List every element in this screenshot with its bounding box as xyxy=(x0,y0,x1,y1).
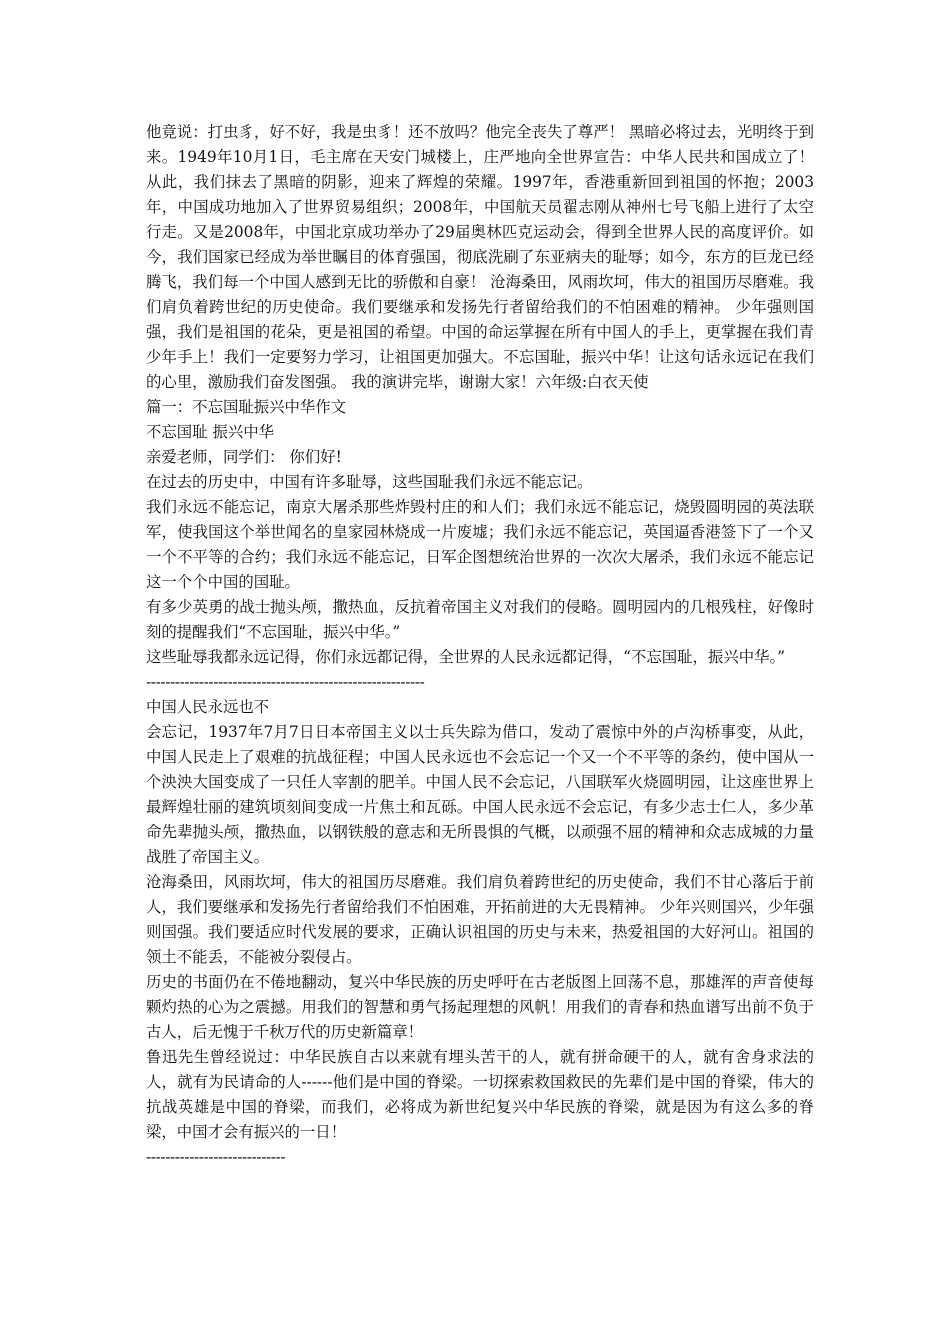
essay-title-heading: 篇一：不忘国耻振兴中华作文 xyxy=(146,398,347,416)
document-page xyxy=(146,120,814,1170)
paragraph-remember: 这些耻辱我都永远记得，你们永远都记得，全世界的人民永远都记得，“不忘国耻，振兴中华。” xyxy=(146,648,786,666)
paragraph-mission: 沧海桑田，风雨坎坷，伟大的祖国历尽磨难。我们肩负着跨世纪的历史使命，我们不甘心落后于前人，我们要继承和发扬先行者留给我们不怕困难，开拓前进的大无畏精神。 少年兴则国兴，少年强则国强。我们要适应时代发展的要求，正确认识祖国的历史与未来，热爱祖国的大好河山。祖国的领土不能丢，不能被分裂侵占。 xyxy=(146,873,814,966)
paragraph-speech-ending: 他竟说：打虫豸，好不好，我是虫豸！还不放吗？他完全丧失了尊严！ 黑暗必将过去，光明终于到来。1949年10月1日，毛主席在天安门城楼上，庄严地向全世界宣告：中华人民共和国成立了！从此，我们抹去了黑暗的阴影，迎来了辉煌的荣耀。1997年，香港重新回到祖国的怀抱；2003年，中国成功地加入了世界贸易组织；2008年，中国航天员翟志刚从神州七号飞船上进行了太空行走。又是2008年，中国北京成功举办了29届奥林匹克运动会，得到全世界人民的高度评价。如今，我们国家已经成为举世瞩目的体育强国，彻底洗刷了东亚病夫的耻辱；如今，东方的巨龙已经腾飞，我们每一个中国人感到无比的骄傲和自豪！ 沧海桑田，风雨坎坷，伟大的祖国历尽磨难。我们肩负着跨世纪的历史使命。我们要继承和发扬先行者留给我们的不怕困难的精神。 少年强则国强，我们是祖国的花朵，更是祖国的希望。中国的命运掌握在所有中国人的手上，更掌握在我们青少年手上！我们一定要努力学习，让祖国更加强大。不忘国耻，振兴中华！让这句话永远记在我们的心里，激励我们奋发图强。 我的演讲完毕，谢谢大家！六年级:白衣天使 xyxy=(146,123,814,391)
paragraph-people-never-forget: 会忘记，1937年7月7日日本帝国主义以士兵失踪为借口，发动了震惊中外的卢沟桥事变，从此，中国人民走上了艰难的抗战征程；中国人民永远也不会忘记一个又一个不平等的条约，使中国从一个泱泱大国变成了一只任人宰割的肥羊。中国人民不会忘记，八国联军火烧圆明园，让这座世界上最辉煌壮丽的建筑顷刻间变成一片焦土和瓦砾。中国人民永远不会忘记，有多少志士仁人，多少革命先辈抛头颅，撒热血，以钢铁般的意志和无所畏惧的气概，以顽强不屈的精神和众志成城的力量战胜了帝国主义。 xyxy=(146,723,814,866)
paragraph-lu-xun: 鲁迅先生曾经说过：中华民族自古以来就有埋头苦干的人，就有拼命硬干的人，就有舍身求法的人，就有为民请命的人------他们是中国的脊梁。一切探索救国救民的先辈们是中国的脊梁，伟大的抗战英雄是中国的脊梁，而我们，必将成为新世纪复兴中华民族的脊梁，就是因为有这么多的脊梁，中国才会有振兴的一日！ xyxy=(146,1048,814,1141)
separator-line-long: ---------------------------------------------------------- xyxy=(146,673,425,691)
paragraph-never-forget: 我们永远不能忘记，南京大屠杀那些炸毁村庄的和人们；我们永远不能忘记，烧毁圆明园的英法联军，使我国这个举世闻名的皇家园林烧成一片废墟；我们永远不能忘记，英国逼香港签下了一个又一个不平等的合约；我们永远不能忘记，日军企图想统治世界的一次次大屠杀，我们永远不能忘记这一个个中国的国耻。 xyxy=(146,498,814,591)
paragraph-people-never-forget-start: 中国人民永远也不 xyxy=(146,698,270,716)
paragraph-intro: 在过去的历史中，中国有许多耻辱，这些国耻我们永远不能忘记。 xyxy=(146,473,593,491)
greeting-line: 亲爱老师，同学们： 你们好! xyxy=(146,448,342,466)
separator-line-short: ----------------------------- xyxy=(146,1148,286,1166)
essay-subtitle: 不忘国耻 振兴中华 xyxy=(146,423,275,441)
paragraph-heroes: 有多少英勇的战士抛头颅，撒热血，反抗着帝国主义对我们的侵略。圆明园内的几根残柱，好像时刻的提醒我们“不忘国耻，振兴中华。” xyxy=(146,598,814,641)
paragraph-history-book: 历史的书面仍在不倦地翻动，复兴中华民族的历史呼吁在古老版图上回荡不息，那雄浑的声音使每颗灼热的心为之震撼。用我们的智慧和勇气扬起理想的风帆！用我们的青春和热血谱写出前不负于古人，后无愧于千秋万代的历史新篇章！ xyxy=(146,973,814,1041)
